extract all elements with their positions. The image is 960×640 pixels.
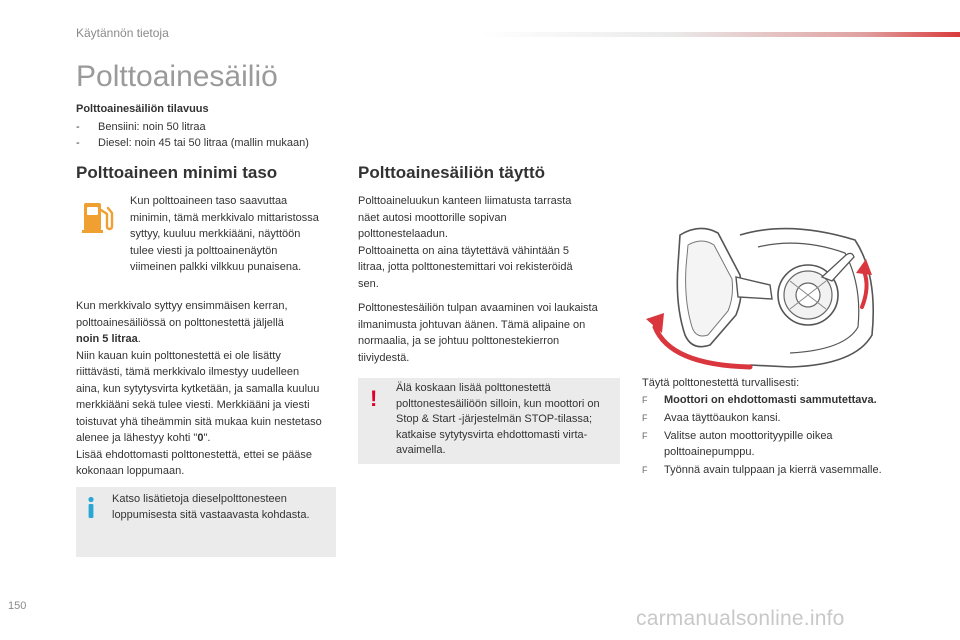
list-item bbox=[642, 428, 922, 460]
warning-note-text: Älä koskaan lisää polttonestettä polttonestesäiliöön silloin, kun moottori on Stop & Start -järjestelmän STOP-tilassa; katkaise sytytysvirta ehdottomasti virta-avaimella. bbox=[396, 382, 600, 456]
step-text: Avaa täyttöaukon kansi. bbox=[664, 412, 781, 424]
header-rule bbox=[480, 32, 960, 37]
step-text: Valitse auton moottorityypille oikea polttoainepumppu. bbox=[664, 430, 833, 458]
body-text: Niin kauan kuin polttonestettä ei ole lisätty riittävästi, tämä merkkivalo ilmestyy uudelleen aina, kun sytytysvirta kytketään, ja samalla kuuluu merkkiääni sekä tulee viesti. Merkkiääni ja viesti toistuvat yhä tiheämmin sitä mukaa kuin nestetaso alenee ja lähestyy kohti " bbox=[76, 349, 322, 444]
capacity-title: Polttoainesäiliön tilavuus bbox=[76, 103, 209, 115]
refuelling-steps bbox=[642, 375, 922, 480]
page-number: 150 bbox=[8, 600, 27, 612]
list-item bbox=[76, 119, 309, 135]
body-text: Kun merkkivalo syttyy ensimmäisen kerran, polttoainesäiliössä on polttonestettä jäljellä bbox=[76, 300, 288, 329]
step-marker: F bbox=[642, 431, 648, 441]
body-text: . bbox=[137, 333, 141, 345]
step-marker: F bbox=[642, 465, 648, 475]
fuel-flap-illustration bbox=[640, 215, 880, 375]
warning-note bbox=[358, 378, 620, 464]
step-marker: F bbox=[642, 413, 648, 423]
page-title: Polttoainesäiliö bbox=[76, 60, 278, 93]
list-item bbox=[642, 462, 922, 478]
refuelling-paragraph-2: Polttonestesäiliön tulpan avaaminen voi laukaista ilmanimusta johtuvan äänen. Tämä alipaine on normaalia, ja se johtuu polttonestekierron tiiviydestä. bbox=[358, 302, 598, 364]
body-text: ". bbox=[203, 432, 211, 444]
section-title-minimum-level: Polttoaineen minimi taso bbox=[76, 163, 278, 182]
paragraph-text: Polttoaineluukun kanteen liimatusta tarrasta näet autosi moottorille sopivan polttonestelaadun. bbox=[358, 195, 572, 240]
info-note bbox=[76, 487, 336, 557]
list-item bbox=[76, 135, 309, 151]
minimum-level-intro: Kun polttoaineen taso saavuttaa minimin, tämä merkkivalo mittaristossa syttyy, kuuluu merkkiääni, näyttöön tulee viesti ja polttoainenäytön viimeinen palkki vilkkuu punaisena. bbox=[130, 195, 319, 273]
body-bold-amount: noin 5 litraa bbox=[76, 333, 138, 345]
section-title-refuelling: Polttoainesäiliön täyttö bbox=[358, 163, 546, 182]
steps-lead: Täytä polttonestettä turvallisesti: bbox=[642, 377, 800, 389]
list-item-text: Diesel: noin 45 tai 50 litraa (mallin mukaan) bbox=[98, 137, 309, 149]
header-section-label: Käytännön tietoja bbox=[76, 26, 169, 40]
minimum-level-body bbox=[76, 298, 326, 480]
step-marker: F bbox=[642, 395, 648, 405]
list-marker: - bbox=[76, 137, 80, 149]
exclamation-icon: ! bbox=[370, 386, 378, 411]
info-note-text: Katso lisätietoja dieselpolttonesteen loppumisesta sitä vastaavasta kohdasta. bbox=[112, 493, 310, 521]
refuelling-paragraph-1 bbox=[358, 193, 588, 292]
paragraph-text: Polttoainetta on aina täytettävä vähintään 5 litraa, jotta polttonestemittari voi rekisteröidä sen. bbox=[358, 244, 573, 290]
list-marker: - bbox=[76, 121, 80, 133]
info-icon bbox=[86, 496, 96, 520]
body-text: Lisää ehdottomasti polttonestettä, ettei se pääse kokonaan loppumaan. bbox=[76, 448, 313, 477]
list-item-text: Bensiini: noin 50 litraa bbox=[98, 121, 206, 133]
watermark: carmanualsonline.info bbox=[636, 607, 845, 630]
step-text: Moottori on ehdottomasti sammutettava. bbox=[664, 394, 877, 406]
capacity-list bbox=[76, 119, 309, 151]
list-item bbox=[642, 410, 922, 426]
step-text: Työnnä avain tulppaan ja kierrä vasemmalle. bbox=[664, 464, 882, 476]
body-bold-zero: 0 bbox=[197, 432, 204, 444]
fuel-pump-icon bbox=[80, 200, 116, 236]
list-item bbox=[642, 392, 922, 408]
